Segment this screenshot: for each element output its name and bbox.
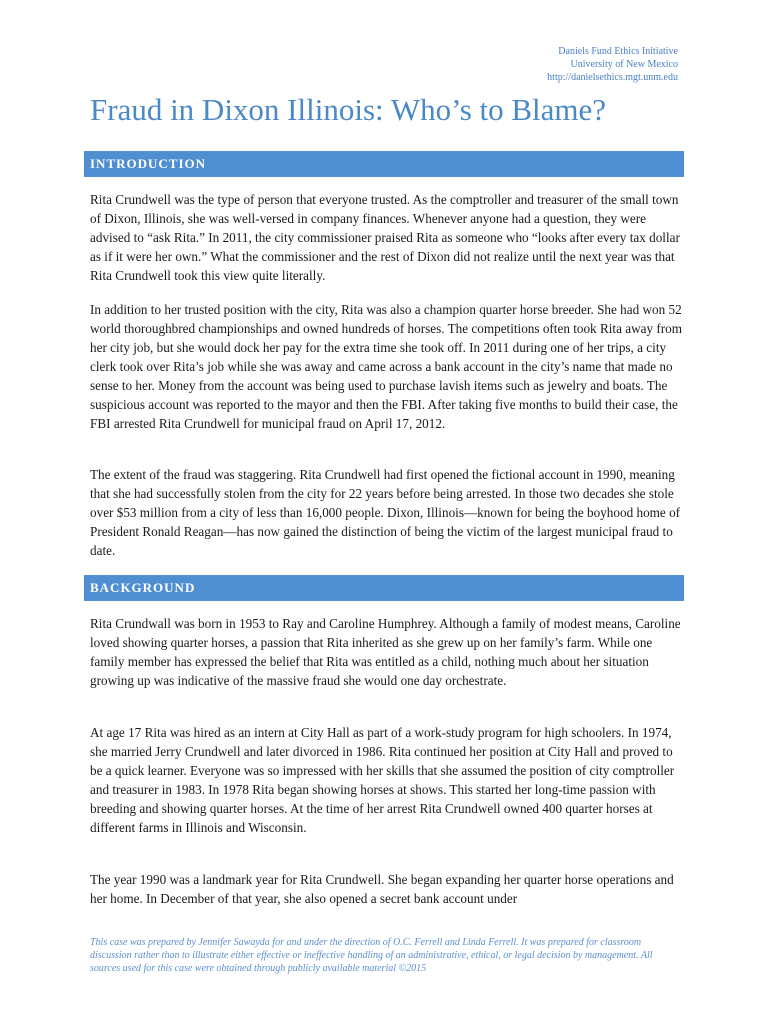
section-heading-background: BACKGROUND xyxy=(84,575,684,601)
background-paragraph-2: At age 17 Rita was hired as an intern at City Hall as part of a work-study program for high schoolers. In 1974, she married Jerry Crundwell and later divorced in 1986. Rita continued her position at City Hall and proved to be a quick learner. Everyone was so impressed with her skills that she assumed the position of city comptroller and treasurer in 1983. In 1978 Rita began showing horses at shows. This started her long-time passion with breeding and showing quarter horses. At the time of her arrest Rita Crundwell owned 400 quarter horses at different farms in Illinois and Wisconsin. xyxy=(90,725,675,835)
affiliation-org: Daniels Fund Ethics Initiative xyxy=(558,46,678,57)
section-heading-introduction: INTRODUCTION xyxy=(84,151,684,177)
background-paragraph-3: The year 1990 was a landmark year for Rita Crundwell. She began expanding her quarter horse operations and her home. In December of that year, she also opened a secret bank account under xyxy=(90,872,674,906)
affiliation-university: University of New Mexico xyxy=(570,59,678,70)
intro-paragraph-3: The extent of the fraud was staggering. Rita Crundwell had first opened the fictional account in 1990, meaning that she had successfully stolen from the city for 22 years before being arrested. In those two decades she stole over $53 million from a city of less than 16,000 people. Dixon, Illinois—known for being the boyhood home of President Ronald Reagan—has now gained the distinction of being the victim of the largest municipal fraud to date. xyxy=(90,467,681,558)
affiliation-block xyxy=(547,45,678,84)
intro-paragraph-1: Rita Crundwell was the type of person that everyone trusted. As the comptroller and treasurer of the small town of Dixon, Illinois, she was well-versed in company finances. Whenever anyone had a question, they were advised to “ask Rita.” In 2011, the city commissioner praised Rita as someone who “looks after every tax dollar as if it were her own.” What the commissioner and the rest of Dixon did not realize until the next year was that Rita Crundwell took this view quite literally. xyxy=(90,192,680,283)
intro-paragraph-2: In addition to her trusted position with the city, Rita was also a champion quarter horse breeder. She had won 52 world thoroughbred championships and owned hundreds of horses. The competitions often took Rita away from her city job, but she would dock her pay for the extra time she took off. In 2011 during one of her trips, a city clerk took over Rita’s job while she was away and came across a bank account in the city’s name that made no sense to her. Money from the account was being used to purchase lavish items such as jewelry and boats. The suspicious account was reported to the mayor and then the FBI. After taking five months to build their case, the FBI arrested Rita Crundwell for municipal fraud on April 17, 2012. xyxy=(90,302,682,431)
footer-note: This case was prepared by Jennifer Sawayda for and under the direction of O.C. Ferrell and Linda Ferrell. It was prepared for classroom discussion rather than to illustrate either effective or ineffective handling of an administrative, ethical, or legal decision by management. All sources used for this case were obtained through publicly available material ©2015 xyxy=(90,937,653,974)
document-title: Fraud in Dixon Illinois: Who’s to Blame? xyxy=(90,92,607,127)
affiliation-url[interactable]: http://danielsethics.mgt.unm.edu xyxy=(547,72,678,83)
background-paragraph-1: Rita Crundwall was born in 1953 to Ray and Caroline Humphrey. Although a family of modest means, Caroline loved showing quarter horses, a passion that Rita inherited as she grew up on her family’s farm. While one family member has expressed the belief that Rita was entitled as a child, nothing much about her situation growing up was indicative of the massive fraud she would one day orchestrate. xyxy=(90,616,681,688)
